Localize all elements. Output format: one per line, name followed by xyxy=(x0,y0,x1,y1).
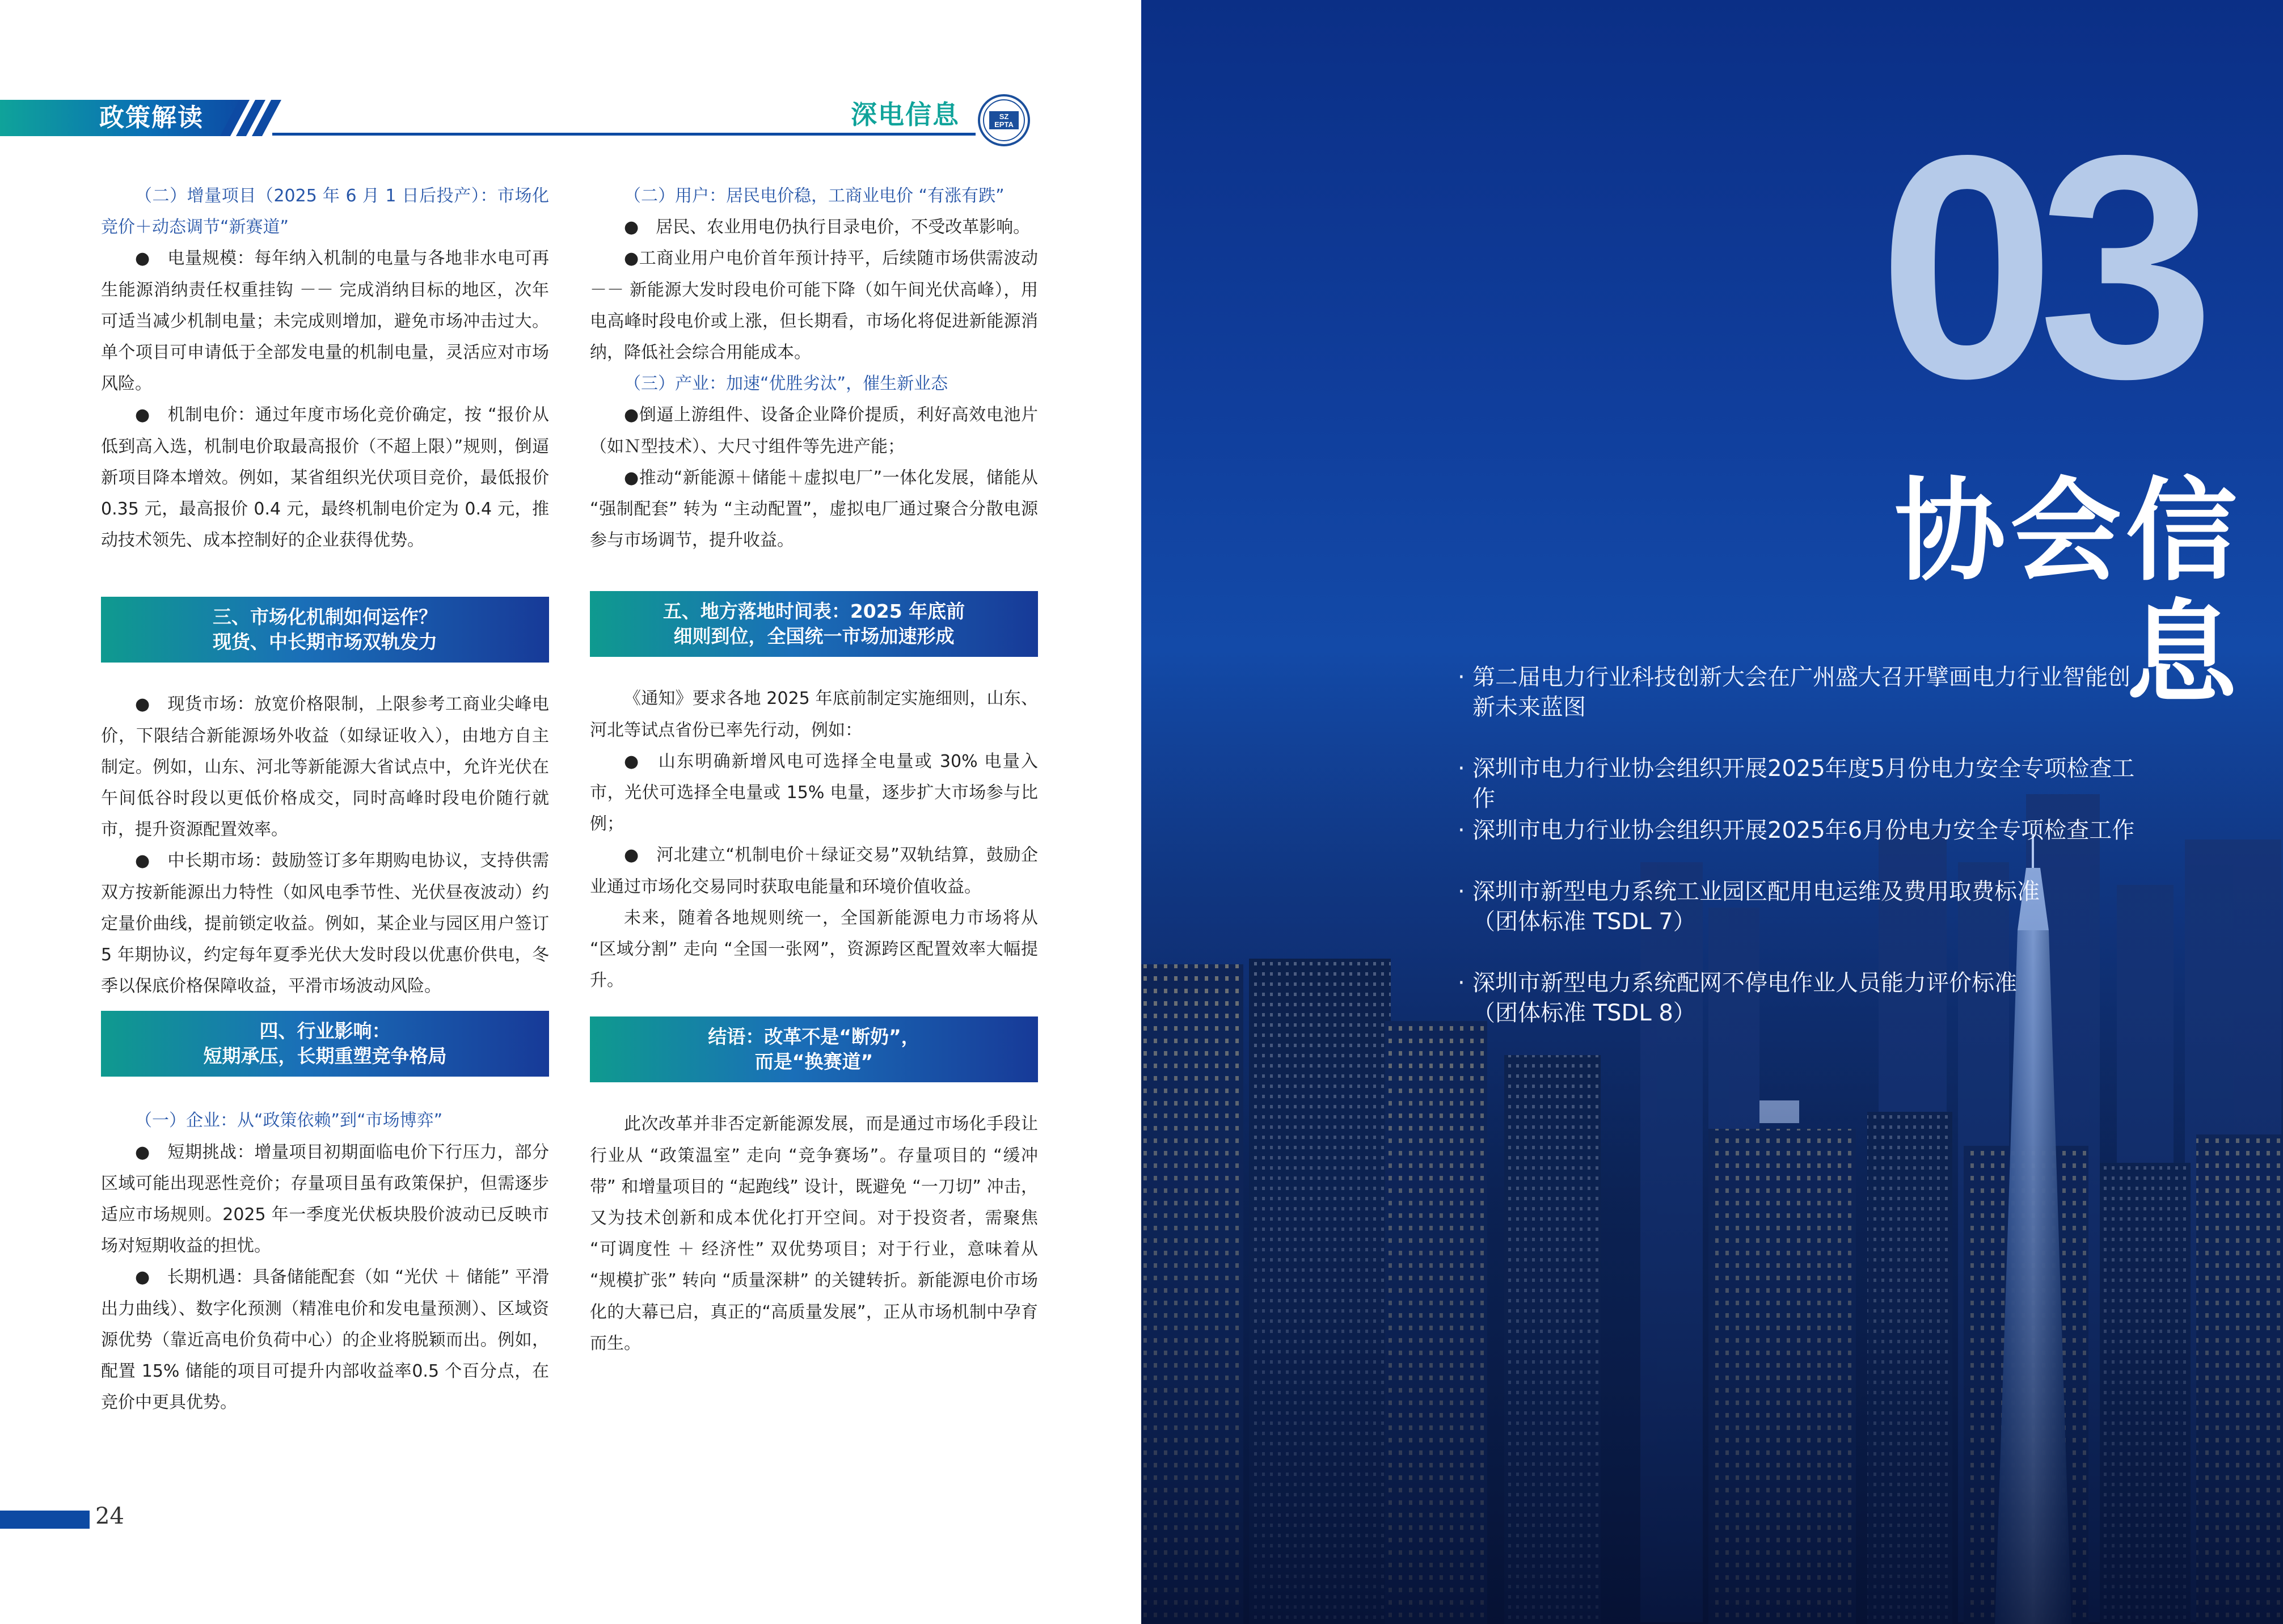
section-heading-line: 细则到位，全国统一市场加速形成 xyxy=(673,625,955,648)
section-heading-box xyxy=(590,591,1038,657)
paragraph: ● 机制电价：通过年度市场化竞价确定，按 “报价从低到高入选，机制电价取最高报价（不超上限）”规则，倒逼新项目降本增效。例如，某省组织光伏项目竞价，最低报价 0.35 元，最高报价 0.4 元，最终机制电价定为 0.4 元，推动技术领先、成本控制好的企业获得优势。 xyxy=(101,405,549,551)
bullet-dot-icon: · xyxy=(1458,664,1465,690)
news-item-line: 第二届电力行业科技创新大会在广州盛大召开擘画电力行业智能创 xyxy=(1472,664,2130,690)
paragraph: ● 中长期市场：鼓励签订多年期购电协议，支持供需双方按新能源出力特性（如风电季节性、光伏昼夜波动）约定量价曲线，提前锁定收益。例如，某企业与园区用户签订 5 年期协议，约定每年夏季光伏大发时段以优惠价供电，冬季以保底价格保障收益，平滑市场波动风险。 xyxy=(101,851,549,997)
section-heading-line: 五、地方落地时间表：2025 年底前 xyxy=(662,600,965,623)
section-heading-box xyxy=(101,1011,549,1077)
text-column-right xyxy=(590,180,1038,1359)
subheading: （二）增量项目（2025 年 6 月 1 日后投产）：市场化竞价＋动态调节“新赛道” xyxy=(101,186,549,238)
paragraph: ● 电量规模：每年纳入机制的电量与各地非水电可再生能源消纳责任权重挂钩 －－ 完成消纳目标的地区，次年可适当减少机制电量；未完成则增加，避免市场冲击过大。单个项目可申请低于全部发电量的机制电量，灵活应对市场风险。 xyxy=(101,248,549,394)
bullet-dot-icon: · xyxy=(1458,970,1465,996)
paragraph: ● 河北建立“机制电价＋绿证交易”双轨结算，鼓励企业通过市场化交易同时获取电能量和环境价值收益。 xyxy=(590,845,1038,897)
news-item[interactable] xyxy=(1458,663,2153,723)
paragraph: 《通知》要求各地 2025 年底前制定实施细则，山东、河北等试点省份已率先行动，例如： xyxy=(590,689,1038,740)
paragraph: ● 现货市场：放宽价格限制，上限参考工商业尖峰电价，下限结合新能源场外收益（如绿证收入），由地方自主制定。例如，山东、河北等新能源大省试点中，允许光伏在午间低谷时段以更低价格成交，同时高峰时段电价随行就市，提升资源配置效率。 xyxy=(101,694,549,840)
publication-title: 深电信息 xyxy=(851,99,960,130)
news-item-line: （团体标准 TSDL 8） xyxy=(1472,1000,1696,1026)
section-number: 03 xyxy=(1879,89,2198,444)
section-heading-box xyxy=(101,597,549,663)
bullet-dot-icon: · xyxy=(1458,879,1465,905)
page-number-bar xyxy=(0,1511,90,1529)
section-heading-line: 短期承压，长期重塑竞争格局 xyxy=(203,1045,447,1068)
svg-text:SZ: SZ xyxy=(999,112,1009,121)
section-heading-line: 三、市场化机制如何运作？ xyxy=(213,606,437,628)
subheading: （二）用户：居民电价稳，工商业电价 “有涨有跌” xyxy=(624,186,1005,206)
paragraph: ● 短期挑战：增量项目初期面临电价下行压力，部分区域可能出现恶性竞价；存量项目虽有政策保护，但需逐步适应市场规则。2025 年一季度光伏板块股价波动已反映市场对短期收益的担忧。 xyxy=(101,1142,549,1256)
news-item-line: 深圳市电力行业协会组织开展2025年度5月份电力安全专项检查工作 xyxy=(1472,756,2135,812)
news-item-line: 深圳市新型电力系统工业园区配用电运维及费用取费标准 xyxy=(1472,879,2040,905)
bullet-dot-icon: · xyxy=(1458,817,1465,843)
section-heading-line: 而是“换赛道” xyxy=(754,1051,873,1073)
paragraph: ● 居民、农业用电仍执行目录电价，不受改革影响。 xyxy=(624,217,1031,238)
news-item[interactable] xyxy=(1458,968,2153,1028)
right-page xyxy=(1141,0,2283,1624)
association-logo xyxy=(977,93,1031,147)
section-heading-line: 四、行业影响： xyxy=(259,1020,391,1043)
news-item-line: 深圳市新型电力系统配网不停电作业人员能力评价标准 xyxy=(1472,970,2017,996)
paragraph: ●推动“新能源＋储能＋虚拟电厂”一体化发展，储能从 “强制配套” 转为 “主动配置”，虚拟电厂通过聚合分散电源参与市场调节，提升收益。 xyxy=(590,467,1038,551)
page-number: 24 xyxy=(95,1503,124,1529)
section-heading-line: 现货、中长期市场双轨发力 xyxy=(213,631,437,653)
section-tab-label: 政策解读 xyxy=(99,103,204,132)
paragraph: 未来，随着各地规则统一，全国新能源电力市场将从 “区域分割” 走向 “全国一张网”，资源跨区配置效率大幅提升。 xyxy=(590,908,1038,991)
news-item[interactable] xyxy=(1458,754,2153,814)
news-item-line: （团体标准 TSDL 7） xyxy=(1472,909,1696,935)
paragraph: 此次改革并非否定新能源发展，而是通过市场化手段让行业从 “政策温室” 走向 “竞争赛场”。存量项目的 “缓冲带” 和增量项目的 “起跑线” 设计，既避免 “一刀切” 冲击，又为技术创新和成本优化打开空间。对于投资者，需聚焦 “可调度性 ＋ 经济性” 双优势项目；对于行业，意味着从 “规模扩张” 转向 “质量深耕” 的关键转折。新能源电价市场化的大幕已启，真正的“高质量发展”，正从市场机制中孕育而生。 xyxy=(590,1114,1038,1353)
paragraph: ● 长期机遇：具备储能配套（如 “光伏 ＋ 储能” 平滑出力曲线）、数字化预测（精准电价和发电量预测）、区域资源优势（靠近高电价负荷中心）的企业将脱颖而出。例如，配置 15% 储能的项目可提升内部收益率0.5 个百分点，在竞价中更具优势。 xyxy=(101,1267,549,1413)
paragraph: ●工商业用户电价首年预计持平，后续随市场供需波动 －－ 新能源大发时段电价可能下降（如午间光伏高峰），用电高峰时段电价或上涨，但长期看，市场化将促进新能源消纳，降低社会综合用能成本。 xyxy=(590,248,1038,363)
section-heading-line: 结语：改革不是“断奶”， xyxy=(708,1026,920,1048)
news-item[interactable] xyxy=(1458,816,2153,846)
text-column-left xyxy=(101,180,549,1419)
section-title: 协会信息 xyxy=(1894,467,2242,719)
svg-text:EPTA: EPTA xyxy=(994,120,1014,129)
subheading: （一）企业：从“政策依赖”到“市场博弈” xyxy=(135,1111,443,1131)
header-rule xyxy=(272,133,976,136)
news-item-line: 新未来蓝图 xyxy=(1472,694,1586,720)
subheading: （三）产业：加速“优胜劣汰”，催生新业态 xyxy=(624,374,948,394)
paragraph: ● 山东明确新增风电可选择全电量或 30% 电量入市，光伏可选择全电量或 15% 电量，逐步扩大市场参与比例； xyxy=(590,751,1038,834)
news-item[interactable] xyxy=(1458,877,2153,937)
section-heading-box xyxy=(590,1016,1038,1082)
bullet-dot-icon: · xyxy=(1458,756,1465,782)
left-page xyxy=(0,0,1141,1624)
paragraph: ●倒逼上游组件、设备企业降价提质，利好高效电池片（如Ｎ型技术）、大尺寸组件等先进产能； xyxy=(590,405,1038,457)
news-item-line: 深圳市电力行业协会组织开展2025年6月份电力安全专项检查工作 xyxy=(1472,817,2135,843)
